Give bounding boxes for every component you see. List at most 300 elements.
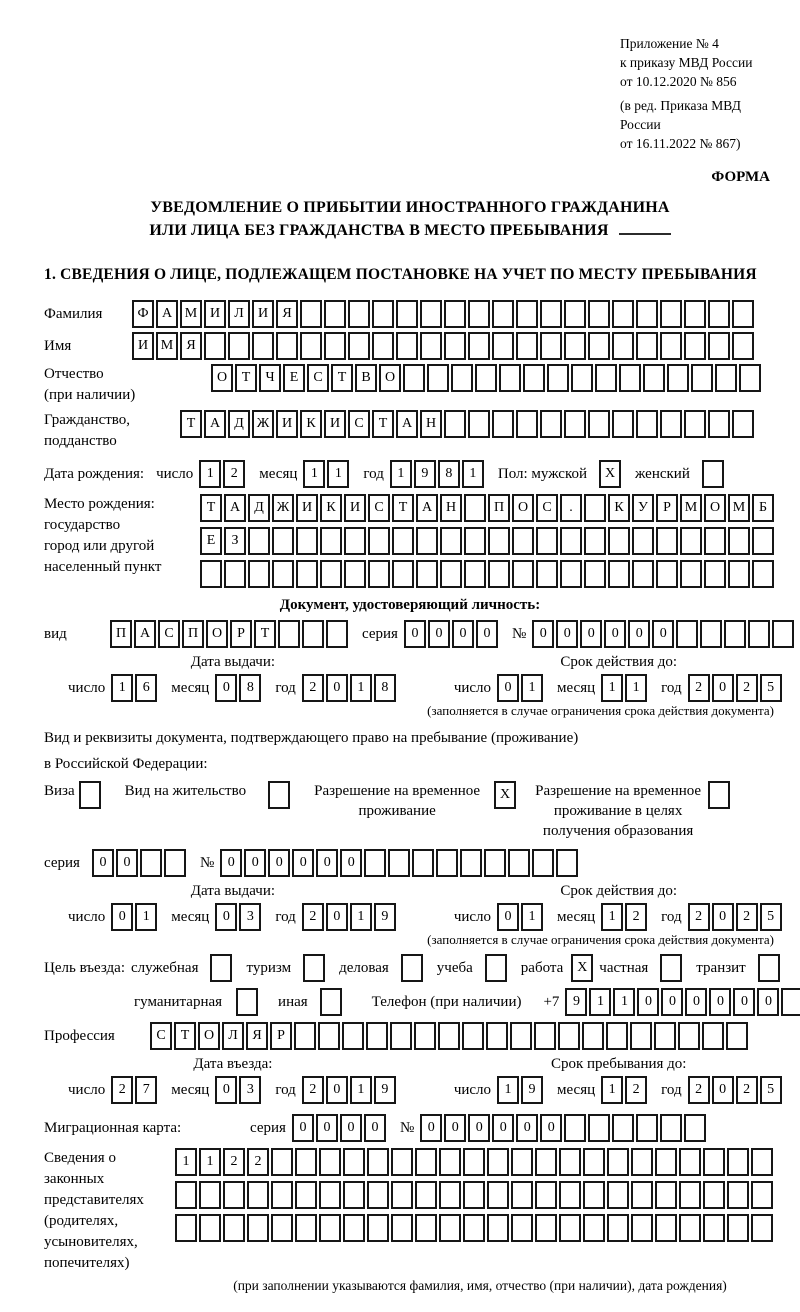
char-box[interactable] xyxy=(703,1214,725,1242)
char-box[interactable] xyxy=(199,1214,221,1242)
char-box[interactable] xyxy=(276,332,298,360)
char-box[interactable]: 0 xyxy=(757,988,779,1016)
char-box[interactable]: 0 xyxy=(92,849,114,877)
char-box[interactable] xyxy=(343,1148,365,1176)
char-box[interactable]: Т xyxy=(200,494,222,522)
char-box[interactable]: М xyxy=(180,300,202,328)
char-box[interactable] xyxy=(486,1022,508,1050)
char-box[interactable]: С xyxy=(348,410,370,438)
char-box[interactable] xyxy=(636,332,658,360)
char-box[interactable] xyxy=(438,1022,460,1050)
char-box[interactable] xyxy=(739,364,761,392)
char-box[interactable]: О xyxy=(379,364,401,392)
char-box[interactable] xyxy=(708,300,730,328)
char-box[interactable]: О xyxy=(211,364,233,392)
char-box[interactable] xyxy=(679,1148,701,1176)
char-box[interactable]: С xyxy=(158,620,180,648)
temp-residence-checkbox[interactable]: X xyxy=(494,781,516,809)
char-box[interactable]: 0 xyxy=(244,849,266,877)
char-box[interactable] xyxy=(468,332,490,360)
char-box[interactable]: 1 xyxy=(350,1076,372,1104)
char-box[interactable]: И xyxy=(252,300,274,328)
char-box[interactable] xyxy=(636,410,658,438)
char-box[interactable]: С xyxy=(150,1022,172,1050)
temp-residence-education-checkbox[interactable] xyxy=(708,781,730,809)
char-box[interactable]: 0 xyxy=(580,620,602,648)
visa-checkbox[interactable] xyxy=(79,781,101,809)
char-box[interactable] xyxy=(612,332,634,360)
char-box[interactable] xyxy=(532,849,554,877)
char-box[interactable] xyxy=(516,332,538,360)
char-box[interactable]: Я xyxy=(276,300,298,328)
char-box[interactable] xyxy=(656,560,678,588)
char-box[interactable]: 0 xyxy=(712,674,734,702)
char-box[interactable] xyxy=(679,1181,701,1209)
purpose-commercial-checkbox[interactable] xyxy=(401,954,423,982)
char-box[interactable]: 0 xyxy=(444,1114,466,1142)
char-box[interactable]: 7 xyxy=(135,1076,157,1104)
char-box[interactable]: К xyxy=(320,494,342,522)
char-box[interactable]: 2 xyxy=(625,1076,647,1104)
char-box[interactable] xyxy=(444,300,466,328)
char-box[interactable]: 8 xyxy=(239,674,261,702)
char-box[interactable] xyxy=(656,527,678,555)
char-box[interactable] xyxy=(324,300,346,328)
char-box[interactable] xyxy=(487,1148,509,1176)
purpose-humanitarian-checkbox[interactable] xyxy=(236,988,258,1016)
char-box[interactable]: Ж xyxy=(252,410,274,438)
char-box[interactable] xyxy=(564,1114,586,1142)
char-box[interactable] xyxy=(700,620,722,648)
char-box[interactable]: У xyxy=(632,494,654,522)
char-box[interactable]: 1 xyxy=(521,674,543,702)
char-box[interactable]: П xyxy=(110,620,132,648)
char-box[interactable]: О xyxy=(512,494,534,522)
char-box[interactable]: 0 xyxy=(712,1076,734,1104)
char-box[interactable] xyxy=(607,1214,629,1242)
char-box[interactable]: И xyxy=(204,300,226,328)
char-box[interactable] xyxy=(588,410,610,438)
char-box[interactable] xyxy=(523,364,545,392)
char-box[interactable] xyxy=(708,332,730,360)
char-box[interactable]: Л xyxy=(228,300,250,328)
char-box[interactable]: С xyxy=(536,494,558,522)
char-box[interactable]: 6 xyxy=(135,674,157,702)
char-box[interactable] xyxy=(278,620,300,648)
char-box[interactable] xyxy=(702,1022,724,1050)
char-box[interactable] xyxy=(319,1181,341,1209)
purpose-other-checkbox[interactable] xyxy=(320,988,342,1016)
char-box[interactable] xyxy=(463,1148,485,1176)
char-box[interactable]: П xyxy=(182,620,204,648)
char-box[interactable] xyxy=(583,1148,605,1176)
char-box[interactable] xyxy=(247,1181,269,1209)
char-box[interactable]: Т xyxy=(331,364,353,392)
char-box[interactable] xyxy=(612,1114,634,1142)
char-box[interactable]: 1 xyxy=(327,460,349,488)
char-box[interactable]: 0 xyxy=(709,988,731,1016)
char-box[interactable]: А xyxy=(396,410,418,438)
char-box[interactable] xyxy=(416,560,438,588)
char-box[interactable] xyxy=(660,300,682,328)
char-box[interactable] xyxy=(415,1181,437,1209)
char-box[interactable]: 2 xyxy=(302,903,324,931)
char-box[interactable] xyxy=(588,332,610,360)
char-box[interactable]: 2 xyxy=(688,903,710,931)
char-box[interactable] xyxy=(534,1022,556,1050)
char-box[interactable]: 0 xyxy=(556,620,578,648)
char-box[interactable] xyxy=(492,300,514,328)
char-box[interactable] xyxy=(612,410,634,438)
char-box[interactable] xyxy=(588,300,610,328)
char-box[interactable] xyxy=(535,1214,557,1242)
char-box[interactable]: 1 xyxy=(601,674,623,702)
char-box[interactable] xyxy=(595,364,617,392)
char-box[interactable] xyxy=(296,527,318,555)
char-box[interactable] xyxy=(271,1148,293,1176)
char-box[interactable] xyxy=(724,620,746,648)
char-box[interactable]: 2 xyxy=(111,1076,133,1104)
char-box[interactable] xyxy=(403,364,425,392)
char-box[interactable] xyxy=(584,494,606,522)
char-box[interactable]: Л xyxy=(222,1022,244,1050)
char-box[interactable]: 1 xyxy=(601,1076,623,1104)
char-box[interactable]: 2 xyxy=(302,1076,324,1104)
char-box[interactable]: 1 xyxy=(601,903,623,931)
char-box[interactable] xyxy=(416,527,438,555)
char-box[interactable] xyxy=(444,410,466,438)
char-box[interactable] xyxy=(326,620,348,648)
purpose-work-checkbox[interactable]: X xyxy=(571,954,593,982)
char-box[interactable] xyxy=(660,410,682,438)
char-box[interactable]: 0 xyxy=(452,620,474,648)
char-box[interactable] xyxy=(512,560,534,588)
char-box[interactable]: 5 xyxy=(760,1076,782,1104)
char-box[interactable] xyxy=(468,410,490,438)
char-box[interactable]: 8 xyxy=(438,460,460,488)
char-box[interactable] xyxy=(320,560,342,588)
char-box[interactable] xyxy=(412,849,434,877)
char-box[interactable] xyxy=(420,332,442,360)
char-box[interactable] xyxy=(684,332,706,360)
char-box[interactable]: 9 xyxy=(374,903,396,931)
char-box[interactable]: 1 xyxy=(175,1148,197,1176)
char-box[interactable] xyxy=(536,560,558,588)
char-box[interactable]: 0 xyxy=(497,674,519,702)
char-box[interactable] xyxy=(703,1181,725,1209)
char-box[interactable] xyxy=(584,527,606,555)
char-box[interactable] xyxy=(175,1181,197,1209)
char-box[interactable]: 0 xyxy=(532,620,554,648)
char-box[interactable] xyxy=(560,527,582,555)
char-box[interactable] xyxy=(164,849,186,877)
purpose-tourism-checkbox[interactable] xyxy=(303,954,325,982)
char-box[interactable] xyxy=(726,1022,748,1050)
char-box[interactable] xyxy=(630,1022,652,1050)
char-box[interactable] xyxy=(559,1148,581,1176)
char-box[interactable] xyxy=(415,1214,437,1242)
char-box[interactable]: 1 xyxy=(521,903,543,931)
char-box[interactable] xyxy=(540,410,562,438)
char-box[interactable] xyxy=(632,527,654,555)
char-box[interactable]: 1 xyxy=(613,988,635,1016)
char-box[interactable] xyxy=(396,300,418,328)
char-box[interactable] xyxy=(684,300,706,328)
char-box[interactable] xyxy=(511,1181,533,1209)
char-box[interactable] xyxy=(684,410,706,438)
char-box[interactable] xyxy=(468,300,490,328)
char-box[interactable]: 2 xyxy=(302,674,324,702)
char-box[interactable]: Т xyxy=(372,410,394,438)
char-box[interactable] xyxy=(564,332,586,360)
char-box[interactable] xyxy=(391,1214,413,1242)
char-box[interactable]: И xyxy=(296,494,318,522)
char-box[interactable]: И xyxy=(324,410,346,438)
char-box[interactable]: 0 xyxy=(628,620,650,648)
char-box[interactable]: 0 xyxy=(316,849,338,877)
char-box[interactable]: Н xyxy=(440,494,462,522)
char-box[interactable] xyxy=(582,1022,604,1050)
char-box[interactable] xyxy=(655,1148,677,1176)
char-box[interactable]: 2 xyxy=(736,903,758,931)
char-box[interactable]: 2 xyxy=(625,903,647,931)
char-box[interactable]: 1 xyxy=(497,1076,519,1104)
char-box[interactable] xyxy=(540,332,562,360)
char-box[interactable] xyxy=(558,1022,580,1050)
char-box[interactable] xyxy=(510,1022,532,1050)
char-box[interactable] xyxy=(488,560,510,588)
char-box[interactable]: 5 xyxy=(760,903,782,931)
char-box[interactable] xyxy=(667,364,689,392)
char-box[interactable]: 1 xyxy=(199,460,221,488)
char-box[interactable]: Т xyxy=(392,494,414,522)
char-box[interactable]: 9 xyxy=(374,1076,396,1104)
char-box[interactable]: 0 xyxy=(340,1114,362,1142)
char-box[interactable] xyxy=(704,527,726,555)
char-box[interactable] xyxy=(302,620,324,648)
char-box[interactable] xyxy=(368,527,390,555)
char-box[interactable]: Д xyxy=(228,410,250,438)
char-box[interactable] xyxy=(560,560,582,588)
char-box[interactable]: П xyxy=(488,494,510,522)
char-box[interactable]: 0 xyxy=(292,1114,314,1142)
char-box[interactable]: 5 xyxy=(760,674,782,702)
char-box[interactable] xyxy=(427,364,449,392)
char-box[interactable] xyxy=(680,560,702,588)
char-box[interactable]: 0 xyxy=(111,903,133,931)
char-box[interactable]: 0 xyxy=(268,849,290,877)
char-box[interactable]: 2 xyxy=(688,674,710,702)
char-box[interactable] xyxy=(440,527,462,555)
char-box[interactable] xyxy=(608,560,630,588)
char-box[interactable] xyxy=(320,527,342,555)
char-box[interactable]: 0 xyxy=(404,620,426,648)
char-box[interactable]: 0 xyxy=(652,620,674,648)
char-box[interactable]: 0 xyxy=(661,988,683,1016)
char-box[interactable] xyxy=(463,1181,485,1209)
char-box[interactable] xyxy=(392,527,414,555)
char-box[interactable] xyxy=(655,1181,677,1209)
char-box[interactable]: Т xyxy=(174,1022,196,1050)
char-box[interactable] xyxy=(440,560,462,588)
char-box[interactable]: . xyxy=(560,494,582,522)
char-box[interactable] xyxy=(559,1181,581,1209)
char-box[interactable] xyxy=(199,1181,221,1209)
char-box[interactable] xyxy=(571,364,593,392)
char-box[interactable]: 2 xyxy=(223,1148,245,1176)
char-box[interactable] xyxy=(487,1181,509,1209)
char-box[interactable] xyxy=(364,849,386,877)
char-box[interactable] xyxy=(343,1181,365,1209)
char-box[interactable] xyxy=(556,849,578,877)
char-box[interactable] xyxy=(295,1181,317,1209)
char-box[interactable]: 2 xyxy=(247,1148,269,1176)
char-box[interactable]: 1 xyxy=(135,903,157,931)
char-box[interactable]: 2 xyxy=(736,1076,758,1104)
char-box[interactable] xyxy=(632,560,654,588)
char-box[interactable] xyxy=(751,1181,773,1209)
char-box[interactable]: Р xyxy=(270,1022,292,1050)
char-box[interactable] xyxy=(391,1181,413,1209)
char-box[interactable]: 0 xyxy=(326,903,348,931)
char-box[interactable]: Ж xyxy=(272,494,294,522)
char-box[interactable]: Ч xyxy=(259,364,281,392)
char-box[interactable] xyxy=(559,1214,581,1242)
char-box[interactable] xyxy=(619,364,641,392)
char-box[interactable] xyxy=(660,332,682,360)
char-box[interactable] xyxy=(606,1022,628,1050)
char-box[interactable] xyxy=(439,1148,461,1176)
char-box[interactable] xyxy=(436,849,458,877)
char-box[interactable] xyxy=(175,1214,197,1242)
char-box[interactable] xyxy=(636,1114,658,1142)
char-box[interactable] xyxy=(607,1148,629,1176)
char-box[interactable]: 1 xyxy=(350,903,372,931)
char-box[interactable] xyxy=(564,300,586,328)
char-box[interactable]: З xyxy=(224,527,246,555)
char-box[interactable] xyxy=(366,1022,388,1050)
char-box[interactable] xyxy=(319,1214,341,1242)
char-box[interactable]: С xyxy=(368,494,390,522)
char-box[interactable] xyxy=(583,1214,605,1242)
char-box[interactable]: 2 xyxy=(688,1076,710,1104)
char-box[interactable] xyxy=(772,620,794,648)
char-box[interactable]: В xyxy=(355,364,377,392)
char-box[interactable] xyxy=(140,849,162,877)
char-box[interactable] xyxy=(535,1148,557,1176)
char-box[interactable] xyxy=(460,849,482,877)
char-box[interactable] xyxy=(547,364,569,392)
char-box[interactable] xyxy=(612,300,634,328)
char-box[interactable]: Т xyxy=(254,620,276,648)
char-box[interactable]: 0 xyxy=(468,1114,490,1142)
char-box[interactable]: А xyxy=(416,494,438,522)
char-box[interactable] xyxy=(715,364,737,392)
char-box[interactable]: 1 xyxy=(303,460,325,488)
char-box[interactable]: С xyxy=(307,364,329,392)
char-box[interactable]: 1 xyxy=(390,460,412,488)
char-box[interactable] xyxy=(475,364,497,392)
char-box[interactable] xyxy=(388,849,410,877)
char-box[interactable] xyxy=(396,332,418,360)
char-box[interactable]: М xyxy=(156,332,178,360)
char-box[interactable] xyxy=(679,1214,701,1242)
char-box[interactable] xyxy=(248,527,270,555)
char-box[interactable]: 9 xyxy=(565,988,587,1016)
char-box[interactable] xyxy=(564,410,586,438)
char-box[interactable]: 0 xyxy=(215,903,237,931)
char-box[interactable]: 0 xyxy=(516,1114,538,1142)
char-box[interactable] xyxy=(588,1114,610,1142)
char-box[interactable]: 0 xyxy=(364,1114,386,1142)
char-box[interactable]: Я xyxy=(246,1022,268,1050)
char-box[interactable] xyxy=(636,300,658,328)
char-box[interactable] xyxy=(704,560,726,588)
char-box[interactable] xyxy=(631,1214,653,1242)
char-box[interactable] xyxy=(391,1148,413,1176)
char-box[interactable]: 9 xyxy=(414,460,436,488)
char-box[interactable]: 0 xyxy=(220,849,242,877)
char-box[interactable] xyxy=(708,410,730,438)
char-box[interactable] xyxy=(508,849,530,877)
char-box[interactable]: 2 xyxy=(736,674,758,702)
char-box[interactable]: 0 xyxy=(637,988,659,1016)
char-box[interactable] xyxy=(752,560,774,588)
char-box[interactable] xyxy=(727,1148,749,1176)
char-box[interactable]: 3 xyxy=(239,903,261,931)
char-box[interactable]: Р xyxy=(656,494,678,522)
char-box[interactable] xyxy=(631,1181,653,1209)
char-box[interactable] xyxy=(348,332,370,360)
char-box[interactable] xyxy=(300,300,322,328)
char-box[interactable]: 0 xyxy=(476,620,498,648)
char-box[interactable] xyxy=(439,1181,461,1209)
char-box[interactable] xyxy=(732,410,754,438)
char-box[interactable] xyxy=(367,1181,389,1209)
char-box[interactable] xyxy=(344,527,366,555)
char-box[interactable]: А xyxy=(204,410,226,438)
char-box[interactable]: Е xyxy=(283,364,305,392)
char-box[interactable]: М xyxy=(680,494,702,522)
char-box[interactable] xyxy=(372,332,394,360)
char-box[interactable]: К xyxy=(300,410,322,438)
char-box[interactable] xyxy=(464,527,486,555)
char-box[interactable] xyxy=(343,1214,365,1242)
char-box[interactable]: 0 xyxy=(326,1076,348,1104)
char-box[interactable] xyxy=(228,332,250,360)
char-box[interactable] xyxy=(324,332,346,360)
char-box[interactable] xyxy=(462,1022,484,1050)
char-box[interactable] xyxy=(660,1114,682,1142)
purpose-business-checkbox[interactable] xyxy=(210,954,232,982)
char-box[interactable] xyxy=(748,620,770,648)
char-box[interactable] xyxy=(608,527,630,555)
char-box[interactable]: Т xyxy=(235,364,257,392)
char-box[interactable]: 8 xyxy=(374,674,396,702)
char-box[interactable]: Р xyxy=(230,620,252,648)
char-box[interactable] xyxy=(252,332,274,360)
char-box[interactable] xyxy=(584,560,606,588)
char-box[interactable]: О xyxy=(704,494,726,522)
char-box[interactable] xyxy=(727,1214,749,1242)
char-box[interactable] xyxy=(318,1022,340,1050)
char-box[interactable] xyxy=(367,1148,389,1176)
char-box[interactable] xyxy=(540,300,562,328)
char-box[interactable] xyxy=(200,560,222,588)
char-box[interactable] xyxy=(583,1181,605,1209)
char-box[interactable]: 9 xyxy=(521,1076,543,1104)
purpose-transit-checkbox[interactable] xyxy=(758,954,780,982)
